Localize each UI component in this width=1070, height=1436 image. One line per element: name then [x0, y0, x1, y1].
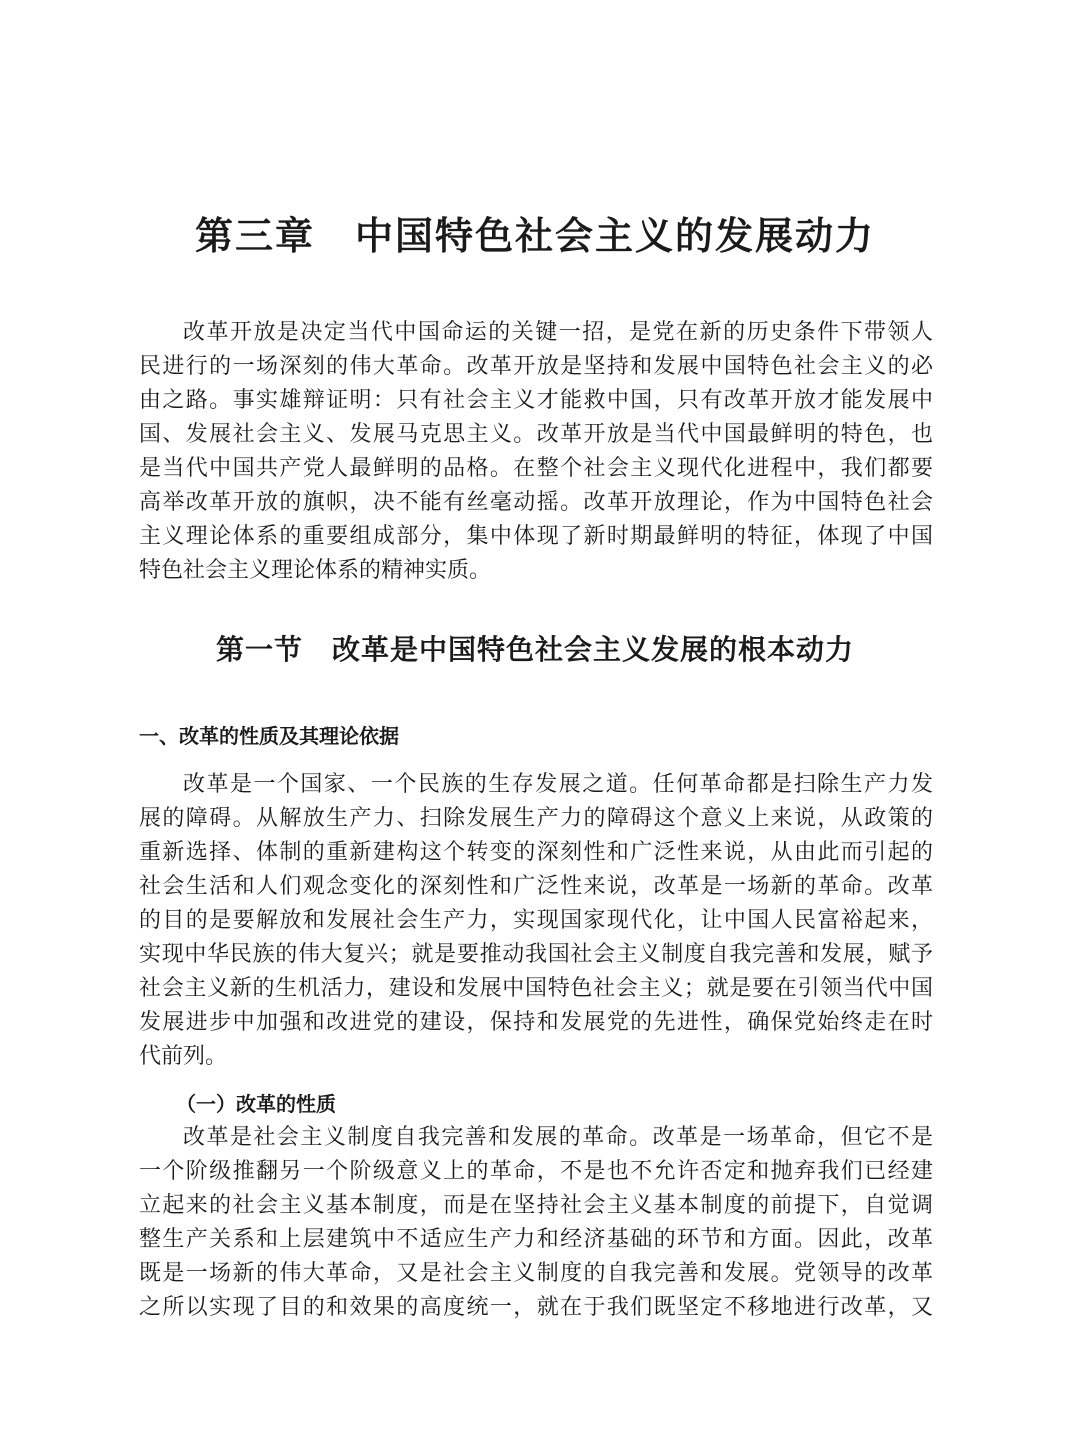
paragraph-line: 之所以实现了目的和效果的高度统一，就在于我们既坚定不移地进行改革，又 [139, 1295, 933, 1320]
paragraph-line: 发展进步中加强和改进党的建设，保持和发展党的先进性，确保党始终走在时 [139, 1010, 933, 1035]
paragraph-line: 实现中华民族的伟大复兴；就是要推动我国社会主义制度自我完善和发展，赋予 [139, 942, 933, 967]
sub-subsection-title: （一）改革的性质 [176, 1092, 336, 1116]
paragraph-line: 社会主义新的生机活力，建设和发展中国特色社会主义；就是要在引领当代中国 [139, 976, 933, 1001]
body-paragraph [139, 768, 933, 1074]
paragraph-line: 整生产关系和上层建筑中不适应生产力和经济基础的环节和方面。因此，改革 [139, 1227, 933, 1252]
chapter-title: 第三章 中国特色社会主义的发展动力 [194, 213, 875, 258]
paragraph-line: 立起来的社会主义基本制度，而是在坚持社会主义基本制度的前提下，自觉调 [139, 1193, 933, 1218]
paragraph-line: 改革是社会主义制度自我完善和发展的革命。改革是一场革命，但它不是 [183, 1125, 933, 1150]
paragraph-line: 的目的是要解放和发展社会生产力，实现国家现代化，让中国人民富裕起来， [139, 908, 933, 933]
paragraph-line: 社会生活和人们观念变化的深刻性和广泛性来说，改革是一场新的革命。改革 [139, 874, 933, 899]
intro-paragraph [139, 316, 933, 588]
subsection-title: 一、改革的性质及其理论依据 [139, 724, 399, 748]
paragraph-line: 改革开放是决定当代中国命运的关键一招，是党在新的历史条件下带领人 [183, 320, 933, 345]
paragraph-line: 由之路。事实雄辩证明：只有社会主义才能救中国，只有改革开放才能发展中 [139, 388, 933, 413]
paragraph-line: 主义理论体系的重要组成部分，集中体现了新时期最鲜明的特征，体现了中国 [139, 524, 933, 549]
body-paragraph [139, 1121, 933, 1325]
paragraph-line: 特色社会主义理论体系的精神实质。 [139, 558, 492, 583]
paragraph-line: 既是一场新的伟大革命，又是社会主义制度的自我完善和发展。党领导的改革 [139, 1261, 933, 1286]
paragraph-line: 民进行的一场深刻的伟大革命。改革开放是坚持和发展中国特色社会主义的必 [139, 354, 933, 379]
paragraph-line: 国、发展社会主义、发展马克思主义。改革开放是当代中国最鲜明的特色，也 [139, 422, 933, 447]
paragraph-line: 改革是一个国家、一个民族的生存发展之道。任何革命都是扫除生产力发 [183, 772, 933, 797]
paragraph-line: 是当代中国共产党人最鲜明的品格。在整个社会主义现代化进程中，我们都要 [139, 456, 933, 481]
paragraph-line: 代前列。 [139, 1044, 228, 1069]
paragraph-line: 高举改革开放的旗帜，决不能有丝毫动摇。改革开放理论，作为中国特色社会 [139, 490, 933, 515]
paragraph-line: 展的障碍。从解放生产力、扫除发展生产力的障碍这个意义上来说，从政策的 [139, 806, 933, 831]
paragraph-line: 一个阶级推翻另一个阶级意义上的革命，不是也不允许否定和抛弃我们已经建 [139, 1159, 933, 1184]
section-title: 第一节 改革是中国特色社会主义发展的根本动力 [215, 633, 854, 666]
paragraph-line: 重新选择、体制的重新建构这个转变的深刻性和广泛性来说，从由此而引起的 [139, 840, 933, 865]
